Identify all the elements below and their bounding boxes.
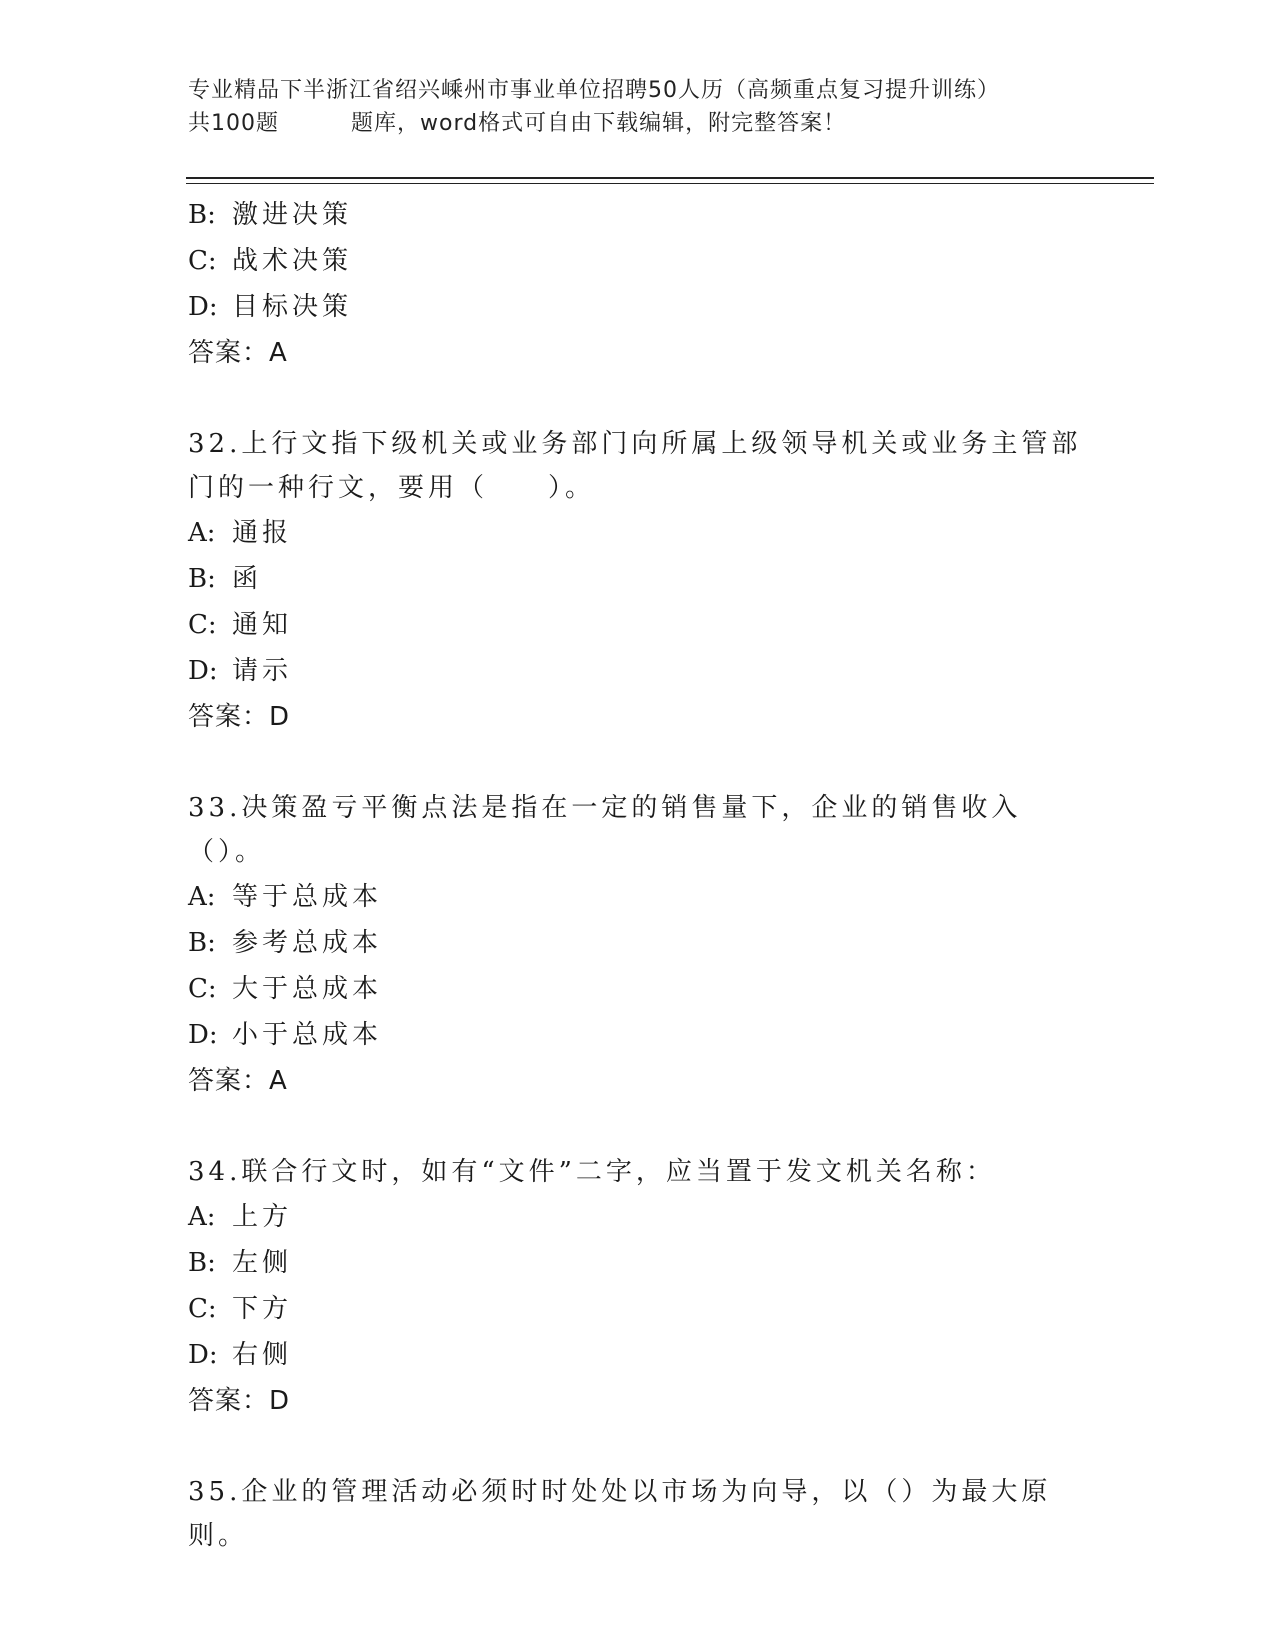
option-key: C: [188,610,217,640]
header-subtitle-line [188,107,1148,140]
question-stem: 33.决策盈亏平衡点法是指在一定的销售量下，企业的销售收入（）。 [188,793,1022,867]
option-key: D: [188,292,218,322]
option-text: 下方 [232,1294,293,1324]
question-stem: 34.联合行文时，如有“文件”二字，应当置于发文机关名称： [188,1157,996,1187]
document-header [188,74,1148,140]
option-d [188,284,1148,330]
option-key: B: [188,200,216,230]
option-b [188,1240,1148,1286]
answer-line: 答案：A [188,1066,288,1096]
option-key: B: [188,1248,216,1278]
option-d [188,1332,1148,1378]
option-text: 右侧 [232,1340,293,1370]
option-text: 目标决策 [232,292,353,322]
answer-line: 答案：D [188,702,291,732]
option-text: 大于总成本 [232,974,383,1004]
option-text: 小于总成本 [232,1020,383,1050]
option-text: 参考总成本 [232,928,383,958]
option-a [188,1194,1148,1240]
option-key: C: [188,246,217,276]
option-key: B: [188,928,216,958]
option-text: 通报 [232,518,293,548]
option-b [188,192,1148,238]
question-stem: 32.上行文指下级机关或业务部门向所属上级领导机关或业务主管部门的一种行文，要用（ ）。 [188,429,1082,503]
option-key: D: [188,656,218,686]
option-key: A: [188,882,216,912]
option-text: 左侧 [232,1248,293,1278]
option-key: D: [188,1020,218,1050]
option-key: D: [188,1340,218,1370]
answer-line: 答案：D [188,1386,291,1416]
option-d [188,648,1148,694]
option-a [188,874,1148,920]
option-c [188,238,1148,284]
option-d [188,1012,1148,1058]
header-divider-thick [186,177,1154,179]
question-32 [188,422,1148,740]
option-key: C: [188,974,217,1004]
question-34 [188,1150,1148,1424]
option-b [188,920,1148,966]
header-divider-thin [186,183,1154,184]
header-question-count: 共100题 [188,111,279,136]
option-text: 通知 [232,610,293,640]
question-list [188,192,1148,1558]
question-35 [188,1470,1148,1558]
option-key: C: [188,1294,217,1324]
option-a [188,510,1148,556]
option-text: 等于总成本 [232,882,383,912]
option-key: A: [188,518,216,548]
option-c [188,1286,1148,1332]
option-text: 函 [232,564,263,594]
header-title-line: 专业精品下半浙江省绍兴嵊州市事业单位招聘50人历（高频重点复习提升训练） [188,78,1000,103]
option-b [188,556,1148,602]
option-text: 上方 [232,1202,293,1232]
answer-line: 答案：A [188,338,288,368]
option-text: 请示 [232,656,293,686]
option-c [188,966,1148,1012]
header-description: 题库，word格式可自由下载编辑，附完整答案！ [351,111,847,136]
option-text: 战术决策 [232,246,353,276]
option-text: 激进决策 [232,200,353,230]
option-key: A: [188,1202,216,1232]
option-key: B: [188,564,216,594]
question-33 [188,786,1148,1104]
option-c [188,602,1148,648]
question-31-continued [188,192,1148,376]
question-stem: 35.企业的管理活动必须时时处处以市场为向导，以（）为最大原则。 [188,1477,1052,1551]
